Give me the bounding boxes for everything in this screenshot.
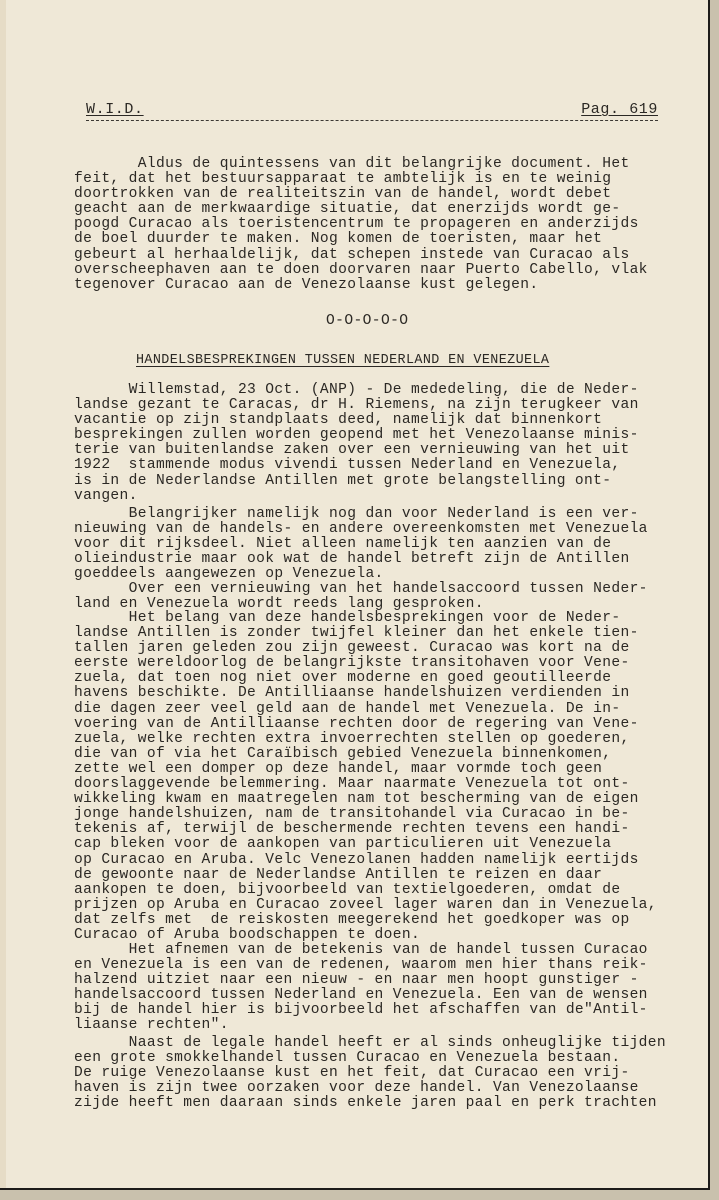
text-line: land en Venezuela wordt reeds lang gesproken.: [74, 596, 484, 613]
text-line: Over een vernieuwing van het handelsaccoord tussen Neder-: [74, 581, 648, 597]
text-line: tallen jaren geleden zou zijn geweest. Curacao was kort na de: [74, 640, 630, 657]
text-line: halzend uitziet naar een nieuw - en naar men hoopt gunstiger -: [74, 972, 639, 989]
article-title: HANDELSBESPREKINGEN TUSSEN NEDERLAND EN VENEZUELA: [136, 353, 550, 368]
text-line: die van of via het Caraïbisch gebied Venezuela binnenkomen,: [74, 745, 612, 762]
page-edge: [0, 0, 6, 1188]
text-line: zuela, welke rechten extra invoerrechten stellen op goederen,: [74, 730, 630, 747]
paragraph-4: [74, 611, 660, 943]
paragraph-3: [74, 582, 660, 612]
text-line: landse Antillen is zonder twijfel kleiner dan het enkele tien-: [74, 625, 639, 642]
text-line: Willemstad, 23 Oct. (ANP) - De mededeling, die de Neder-: [74, 382, 639, 398]
paragraph-2: [74, 507, 660, 582]
text-line: die dagen zeer veel geld aan de handel met Venezuela. De in-: [74, 700, 621, 717]
text-line: doorslaggevende belemmering. Maar naarmate Venezuela tot ont-: [74, 776, 630, 793]
text-line: haven is zijn twee oorzaken voor deze handel. Van Venezolaanse: [74, 1080, 639, 1097]
text-line: prijzen op Aruba en Curacao zoveel lager waren dan in Venezuela,: [74, 896, 657, 913]
text-line: geacht aan de merkwaardige situatie, dat enerzijds wordt ge-: [74, 201, 621, 218]
text-line: bij de handel hier is bijvoorbeeld het afschaffen van de"Antil-: [74, 1002, 648, 1019]
header-rule: [86, 120, 658, 121]
text-line: besprekingen zullen worden geopend met het Venezolaanse minis-: [74, 427, 639, 444]
text-line: Aldus de quintessens van dit belangrijke document. Het: [74, 156, 630, 172]
text-line: feit, dat het bestuursapparaat te ambtelijk is en te weinig: [74, 171, 612, 188]
text-line: Belangrijker namelijk nog dan voor Nederland is een ver-: [74, 506, 639, 522]
text-line: jonge handelshuizen, nam de transitohandel via Curacao in be-: [74, 806, 630, 823]
text-line: wikkeling kwam en maatregelen nam tot bescherming van de eigen: [74, 791, 639, 808]
text-line: voering van de Antilliaanse rechten door de regering van Vene-: [74, 715, 639, 732]
text-line: is in de Nederlandse Antillen met grote belangstelling ont-: [74, 472, 612, 489]
text-line: Het belang van deze handelsbesprekingen voor de Neder-: [74, 610, 621, 626]
text-line: Naast de legale handel heeft er al sinds onheuglijke tijden: [74, 1035, 666, 1051]
text-line: Het afnemen van de betekenis van de handel tussen Curacao: [74, 942, 648, 958]
text-line: dat zelfs met de reiskosten meegerekend het goedkoper was op: [74, 911, 630, 928]
paragraph-intro: [74, 157, 660, 293]
paragraph-1: [74, 383, 660, 504]
text-line: De ruige Venezolaanse kust en het feit, dat Curacao een vrij-: [74, 1065, 630, 1082]
text-line: overscheephaven aan te doen doorvaren naar Puerto Cabello, vlak: [74, 261, 648, 278]
text-line: tegenover Curacao aan de Venezolaanse kust gelegen.: [74, 276, 539, 293]
section-separator: O-O-O-O-O: [326, 313, 409, 329]
text-line: vangen.: [74, 487, 138, 504]
text-line: aankopen te doen, bijvoorbeeld van textielgoederen, omdat de: [74, 881, 621, 898]
text-line: nieuwing van de handels- en andere overeenkomsten met Venezuela: [74, 521, 648, 538]
publication-code: W.I.D.: [86, 101, 144, 118]
text-line: havens beschikte. De Antilliaanse handelshuizen verdienden in: [74, 685, 630, 702]
text-line: Curacao of Aruba boodschappen te doen.: [74, 926, 421, 943]
text-line: terie van buitenlandse zaken over een vernieuwing van het uit: [74, 442, 630, 459]
text-line: cap bleken voor de aankopen van particulieren uit Venezuela: [74, 836, 612, 853]
text-line: poogd Curacao als toeristencentrum te propageren en anderzijds: [74, 216, 639, 233]
text-line: tekenis af, terwijl de beschermende rechten tevens een handi-: [74, 821, 630, 838]
text-line: voor dit rijksdeel. Niet alleen namelijk ten aanzien van de: [74, 536, 612, 553]
text-line: handelsaccoord tussen Nederland en Venezuela. Een van de wensen: [74, 987, 648, 1004]
paragraph-5: [74, 943, 660, 1034]
text-line: zijde heeft men daaraan sinds enkele jaren paal en perk trachten: [74, 1095, 657, 1112]
text-line: doortrokken van de realiteitszin van de handel, wordt debet: [74, 186, 612, 203]
paragraph-6: [74, 1035, 666, 1112]
text-line: olieindustrie maar ook wat de handel betreft zijn de Antillen: [74, 551, 630, 568]
text-line: eerste wereldoorlog de belangrijkste transitohaven voor Vene-: [74, 655, 630, 672]
text-line: en Venezuela is een van de redenen, waarom men hier thans reik-: [74, 957, 648, 974]
text-line: 1922 stammende modus vivendi tussen Nederland en Venezuela,: [74, 457, 621, 474]
text-line: een grote smokkelhandel tussen Curacao en Venezuela bestaan.: [74, 1050, 621, 1067]
text-line: zuela, dat toen nog niet over moderne en goed geoutilleerde: [74, 670, 612, 687]
text-line: de gewoonte naar de Nederlandse Antillen te reizen en daar: [74, 866, 603, 883]
text-line: zette wel een domper op deze handel, maar vormde toch geen: [74, 760, 603, 777]
page-number: Pag. 619: [581, 101, 658, 118]
text-line: landse gezant te Caracas, dr H. Riemens, na zijn terugkeer van: [74, 397, 639, 414]
text-line: gebeurt al herhaaldelijk, dat schepen instede van Curacao als: [74, 246, 630, 263]
text-line: liaanse rechten".: [74, 1017, 229, 1034]
text-line: vacantie op zijn standplaats deed, namelijk dat binnenkort: [74, 412, 603, 429]
text-line: goeddeels aangewezen op Venezuela.: [74, 566, 384, 583]
text-line: op Curacao en Aruba. Velc Venezolanen hadden namelijk eertijds: [74, 851, 639, 868]
text-line: de boel duurder te maken. Nog komen de toeristen, maar het: [74, 231, 603, 248]
